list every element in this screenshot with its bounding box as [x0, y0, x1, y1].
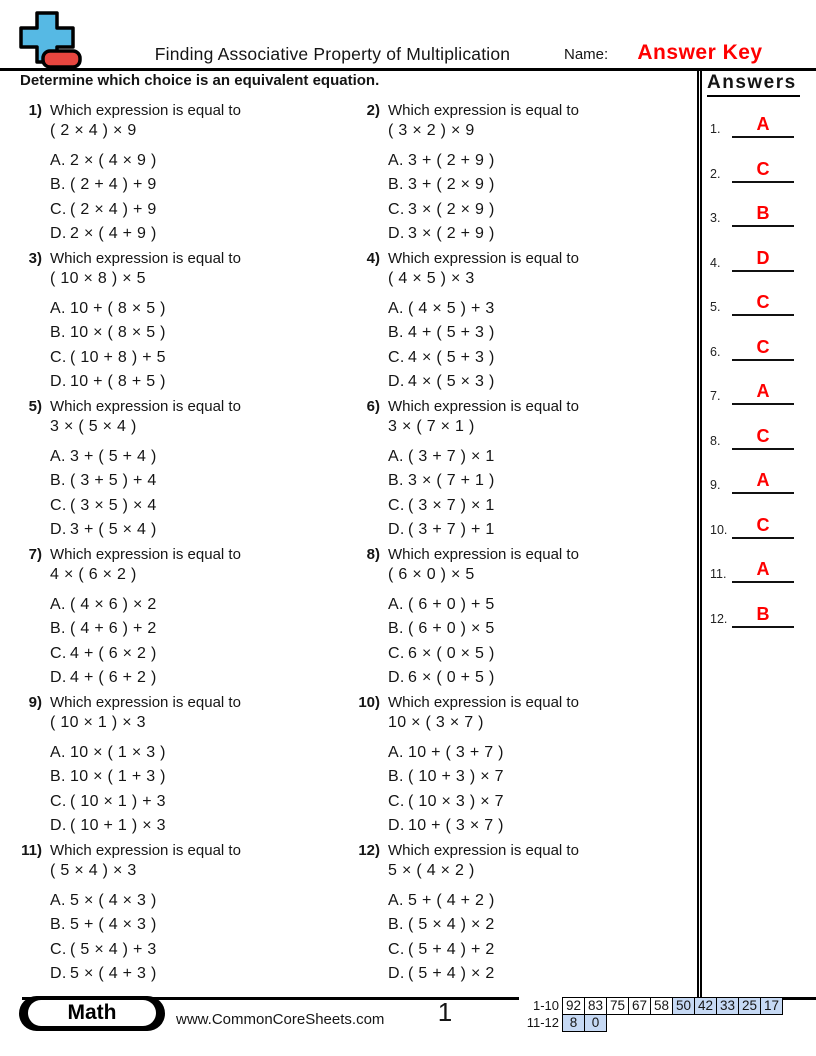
answers-panel: [697, 70, 816, 998]
choice-label: D.: [50, 372, 67, 390]
question-prompt: Which expression is equal to: [50, 842, 241, 859]
choice-label: C.: [388, 644, 405, 662]
choice-row: [50, 346, 358, 370]
score-cell: 67: [628, 997, 651, 1015]
question-number: 2): [366, 102, 380, 119]
question-expression: 3 × ( 7 × 1 ): [388, 418, 475, 435]
choice-text: 3 + ( 2 × 9 ): [408, 176, 495, 194]
question-expression: 5 × ( 4 × 2 ): [388, 862, 475, 879]
question-body: [50, 694, 358, 842]
choice-label: A.: [388, 892, 404, 909]
choice-label: B.: [50, 472, 66, 490]
choice-row: [388, 370, 696, 394]
choice-label: C.: [388, 792, 405, 810]
answer-item: [702, 600, 816, 645]
answer-item: [702, 511, 816, 556]
answer-letter: D: [756, 247, 770, 268]
choice-row: [50, 790, 358, 814]
choice-text: ( 3 × 7 ) × 1: [408, 496, 495, 514]
choice-list: [388, 889, 696, 986]
score-cell: 83: [584, 997, 607, 1015]
answer-number: 3.: [710, 211, 721, 226]
answer-blank-line: [732, 626, 794, 628]
choice-label: A.: [388, 152, 404, 169]
questions-grid: [20, 102, 696, 990]
choice-row: [50, 765, 358, 789]
choice-label: A.: [50, 300, 66, 317]
answer-number: 10.: [710, 522, 728, 537]
question-number: 10): [358, 694, 380, 711]
question-body: [50, 398, 358, 546]
question-expression: 3 × ( 5 × 4 ): [50, 418, 137, 435]
question: [20, 398, 358, 546]
answer-number: 5.: [710, 300, 721, 315]
choice-list: [50, 593, 358, 690]
choice-text: 6 × ( 0 × 5 ): [408, 644, 495, 662]
choice-text: ( 2 + 4 ) + 9: [70, 176, 157, 194]
choice-list: [388, 149, 696, 246]
choice-text: 3 + ( 5 × 4 ): [70, 520, 157, 538]
choice-label: D.: [388, 372, 405, 390]
choice-text: 10 + ( 8 + 5 ): [70, 372, 166, 390]
choice-text: 5 × ( 4 + 3 ): [70, 964, 157, 982]
question-number: 5): [28, 398, 42, 415]
question-prompt: Which expression is equal to: [50, 102, 241, 119]
choice-text: ( 6 + 0 ) × 5: [408, 620, 495, 638]
choice-row: [50, 938, 358, 962]
question-expression: ( 5 × 4 ) × 3: [50, 862, 137, 879]
question-body: [50, 546, 358, 694]
choice-label: C.: [50, 792, 67, 810]
choice-text: ( 10 × 3 ) × 7: [408, 792, 504, 810]
choice-label: B.: [50, 916, 66, 934]
question-prompt: Which expression is equal to: [388, 398, 579, 415]
answer-key-value: Answer Key: [637, 41, 763, 64]
choice-row: [388, 445, 696, 469]
choice-list: [50, 889, 358, 986]
question: [358, 102, 696, 250]
question: [20, 842, 358, 990]
choice-row: [388, 297, 696, 321]
answer-blank-line: [732, 492, 794, 494]
choice-label: B.: [388, 472, 404, 490]
answer-letter: A: [756, 559, 770, 580]
choice-label: A.: [388, 596, 404, 613]
choice-text: 10 × ( 8 × 5 ): [70, 324, 166, 342]
choice-text: ( 5 × 4 ) × 2: [408, 916, 495, 934]
choice-label: D.: [50, 668, 67, 686]
question-expression: 10 × ( 3 × 7 ): [388, 714, 484, 731]
answer-letter: C: [756, 336, 770, 357]
choice-list: [50, 741, 358, 838]
answer-blank-line: [732, 359, 794, 361]
choice-row: [388, 962, 696, 986]
question-expression: ( 6 × 0 ) × 5: [388, 566, 475, 583]
answer-blank-line: [732, 403, 794, 405]
question-body: [388, 250, 696, 398]
choice-text: 4 + ( 6 × 2 ): [70, 644, 157, 662]
choice-list: [50, 297, 358, 394]
choice-row: [388, 938, 696, 962]
choice-text: ( 10 + 8 ) + 5: [70, 348, 166, 366]
score-row: [519, 1014, 783, 1032]
choice-label: A.: [388, 300, 404, 317]
choice-text: ( 10 × 1 ) + 3: [70, 792, 166, 810]
subject-badge-label: Math: [28, 1000, 156, 1026]
answer-item: [702, 555, 816, 600]
choice-text: 5 + ( 4 × 3 ): [70, 916, 157, 934]
choice-text: 3 + ( 5 + 4 ): [70, 448, 157, 465]
question-prompt: Which expression is equal to: [50, 250, 241, 267]
question-number: 7): [28, 546, 42, 563]
question-prompt: Which expression is equal to: [50, 398, 241, 415]
choice-label: B.: [388, 916, 404, 934]
instruction-text: Determine which choice is an equivalent equation.: [20, 72, 380, 89]
choice-label: B.: [50, 176, 66, 194]
choice-text: ( 3 × 5 ) × 4: [70, 496, 157, 514]
choice-text: 5 × ( 4 × 3 ): [70, 892, 157, 909]
choice-row: [388, 814, 696, 838]
choice-row: [388, 494, 696, 518]
answer-item: [702, 155, 816, 200]
answer-letter: C: [756, 158, 770, 179]
choice-row: [388, 593, 696, 617]
choice-text: ( 6 + 0 ) + 5: [408, 596, 495, 613]
question: [20, 102, 358, 250]
score-row-label: 11-12: [519, 1014, 563, 1032]
choice-text: ( 4 × 5 ) + 3: [408, 300, 495, 317]
choice-label: D.: [388, 964, 405, 982]
choice-label: B.: [388, 176, 404, 194]
choice-text: 10 + ( 8 × 5 ): [70, 300, 166, 317]
choice-row: [388, 617, 696, 641]
choice-label: C.: [388, 496, 405, 514]
answer-number: 6.: [710, 344, 721, 359]
choice-row: [50, 741, 358, 765]
choice-row: [388, 889, 696, 913]
choice-label: B.: [388, 324, 404, 342]
score-cell: 17: [760, 997, 783, 1015]
question: [358, 250, 696, 398]
subject-badge: [19, 996, 165, 1031]
question-body: [50, 102, 358, 250]
answer-letter: B: [756, 203, 770, 224]
page-title: Finding Associative Property of Multiplication: [154, 44, 511, 64]
question-prompt: Which expression is equal to: [388, 842, 579, 859]
question-expression: 4 × ( 6 × 2 ): [50, 566, 137, 583]
choice-row: [50, 149, 358, 173]
choice-label: A.: [50, 448, 66, 465]
score-cell: 50: [672, 997, 695, 1015]
choice-text: ( 2 × 4 ) + 9: [70, 200, 157, 218]
choice-text: ( 3 + 7 ) × 1: [408, 448, 495, 465]
choice-text: 10 + ( 3 + 7 ): [408, 744, 504, 761]
choice-label: C.: [50, 940, 67, 958]
answer-number: 1.: [710, 122, 721, 136]
choice-text: ( 3 + 5 ) + 4: [70, 472, 157, 490]
choice-row: [388, 346, 696, 370]
choice-row: [50, 962, 358, 986]
question-expression: ( 3 × 2 ) × 9: [388, 122, 475, 139]
choice-list: [388, 297, 696, 394]
choice-label: C.: [50, 200, 67, 218]
choice-row: [50, 297, 358, 321]
choice-text: ( 5 + 4 ) + 2: [408, 940, 495, 958]
answer-item: [702, 199, 816, 244]
answer-letter: C: [756, 425, 770, 446]
choice-row: [388, 469, 696, 493]
choice-label: D.: [388, 520, 405, 538]
score-table: [519, 997, 783, 1032]
choice-list: [388, 593, 696, 690]
choice-row: [50, 222, 358, 246]
choice-text: 4 + ( 6 + 2 ): [70, 668, 157, 686]
question-number: 9): [28, 694, 42, 711]
choice-row: [50, 814, 358, 838]
choice-list: [388, 741, 696, 838]
answer-letter: A: [756, 470, 770, 491]
answer-blank-line: [732, 448, 794, 450]
answers-panel-title: Answers: [707, 72, 800, 97]
choice-text: 3 + ( 2 + 9 ): [408, 152, 495, 169]
answer-item: [702, 244, 816, 289]
choice-row: [50, 666, 358, 690]
choice-row: [50, 173, 358, 197]
question-number: 6): [366, 398, 380, 415]
score-cell: 75: [606, 997, 629, 1015]
question-number: 11): [21, 842, 42, 859]
choice-label: C.: [50, 496, 67, 514]
question-number: 4): [366, 250, 380, 267]
score-cell: 0: [584, 1014, 607, 1032]
choice-label: C.: [388, 940, 405, 958]
answer-item: [702, 333, 816, 378]
score-cell: 8: [562, 1014, 585, 1032]
choice-row: [388, 642, 696, 666]
choice-label: D.: [50, 964, 67, 982]
choice-label: C.: [50, 644, 67, 662]
plus-minus-logo-icon: [12, 10, 82, 70]
answer-number: 8.: [710, 433, 721, 448]
choice-text: ( 3 + 7 ) + 1: [408, 520, 495, 538]
score-cell: 92: [562, 997, 585, 1015]
answer-letter: A: [756, 114, 770, 134]
answer-blank-line: [732, 581, 794, 583]
question-prompt: Which expression is equal to: [388, 250, 579, 267]
choice-list: [388, 445, 696, 542]
question: [358, 546, 696, 694]
question-body: [50, 250, 358, 398]
question-prompt: Which expression is equal to: [50, 694, 241, 711]
score-cell: 33: [716, 997, 739, 1015]
choice-row: [50, 198, 358, 222]
choice-row: [388, 149, 696, 173]
question-expression: ( 10 × 1 ) × 3: [50, 714, 146, 731]
answer-number: 7.: [710, 389, 721, 404]
choice-text: ( 4 × 6 ) × 2: [70, 596, 157, 613]
question-body: [388, 546, 696, 694]
answer-letter: C: [756, 292, 770, 313]
question-number: 12): [358, 842, 380, 859]
choice-text: ( 5 × 4 ) + 3: [70, 940, 157, 958]
answer-item: [702, 288, 816, 333]
choice-row: [50, 445, 358, 469]
score-row-label: 1-10: [519, 997, 563, 1015]
choice-list: [50, 149, 358, 246]
question: [20, 694, 358, 842]
choice-label: B.: [50, 324, 66, 342]
page-number: 1: [437, 997, 453, 1027]
question-prompt: Which expression is equal to: [388, 694, 579, 711]
choice-text: 3 × ( 7 + 1 ): [408, 472, 495, 490]
score-row: [519, 997, 783, 1015]
choice-label: D.: [50, 224, 67, 242]
choice-row: [50, 518, 358, 542]
answer-blank-line: [732, 225, 794, 227]
choice-label: D.: [50, 520, 67, 538]
choice-label: A.: [388, 744, 404, 761]
answer-number: 9.: [710, 478, 721, 493]
choice-row: [50, 593, 358, 617]
choice-text: 5 + ( 4 + 2 ): [408, 892, 495, 909]
question: [358, 694, 696, 842]
choice-row: [388, 321, 696, 345]
choice-row: [388, 198, 696, 222]
choice-text: 2 × ( 4 × 9 ): [70, 152, 157, 169]
question-number: 3): [28, 250, 42, 267]
answer-item: [702, 422, 816, 467]
answer-blank-line: [732, 136, 794, 138]
choice-row: [50, 494, 358, 518]
choice-label: A.: [50, 892, 66, 909]
choice-label: D.: [388, 224, 405, 242]
answer-number: 4.: [710, 255, 721, 270]
choice-row: [388, 666, 696, 690]
choice-text: 10 + ( 3 × 7 ): [408, 816, 504, 834]
choice-text: ( 4 + 6 ) + 2: [70, 620, 157, 638]
choice-row: [388, 765, 696, 789]
question-body: [50, 842, 358, 990]
choice-text: 2 × ( 4 + 9 ): [70, 224, 157, 242]
choice-text: 6 × ( 0 + 5 ): [408, 668, 495, 686]
question: [358, 842, 696, 990]
answer-letter: A: [756, 381, 770, 402]
choice-label: D.: [388, 668, 405, 686]
answer-blank-line: [732, 181, 794, 183]
choice-label: A.: [50, 744, 66, 761]
choice-row: [50, 889, 358, 913]
score-cell: 58: [650, 997, 673, 1015]
choice-row: [50, 469, 358, 493]
question: [20, 546, 358, 694]
choice-text: ( 10 + 3 ) × 7: [408, 768, 504, 786]
answer-letter: C: [756, 514, 770, 535]
choice-row: [50, 617, 358, 641]
question-expression: ( 2 × 4 ) × 9: [50, 122, 137, 139]
score-cell: 25: [738, 997, 761, 1015]
question-body: [388, 398, 696, 546]
choice-label: C.: [388, 348, 405, 366]
choice-text: 4 × ( 5 + 3 ): [408, 348, 495, 366]
question-body: [388, 842, 696, 990]
question-expression: ( 10 × 8 ) × 5: [50, 270, 146, 287]
answer-number: 11.: [710, 567, 727, 582]
question-prompt: Which expression is equal to: [388, 102, 579, 119]
question-body: [388, 694, 696, 842]
choice-row: [388, 173, 696, 197]
choice-label: C.: [388, 200, 405, 218]
answer-letter: B: [756, 604, 770, 625]
question-number: 8): [366, 546, 380, 563]
choice-text: 4 + ( 5 + 3 ): [408, 324, 495, 342]
choice-label: D.: [50, 816, 67, 834]
choice-row: [388, 790, 696, 814]
choice-label: A.: [50, 596, 66, 613]
answers-list: [702, 110, 816, 645]
answer-blank-line: [732, 314, 794, 316]
score-cell: 42: [694, 997, 717, 1015]
choice-row: [388, 518, 696, 542]
answer-item: [702, 377, 816, 422]
choice-text: 3 × ( 2 + 9 ): [408, 224, 495, 242]
choice-text: ( 10 + 1 ) × 3: [70, 816, 166, 834]
choice-text: 3 × ( 2 × 9 ): [408, 200, 495, 218]
header-divider: [0, 68, 816, 71]
question-number: 1): [28, 102, 42, 119]
choice-row: [388, 741, 696, 765]
question-expression: ( 4 × 5 ) × 3: [388, 270, 475, 287]
choice-row: [388, 913, 696, 937]
question-prompt: Which expression is equal to: [50, 546, 241, 563]
choice-row: [50, 642, 358, 666]
answer-blank-line: [732, 270, 794, 272]
question-body: [388, 102, 696, 250]
name-label: Name:: [564, 46, 609, 63]
choice-label: C.: [50, 348, 67, 366]
question: [358, 398, 696, 546]
choice-label: B.: [50, 768, 66, 786]
choice-text: 10 × ( 1 + 3 ): [70, 768, 166, 786]
answer-blank-line: [732, 537, 794, 539]
choice-text: 10 × ( 1 × 3 ): [70, 744, 166, 761]
choice-row: [50, 370, 358, 394]
choice-label: B.: [50, 620, 66, 638]
choice-label: B.: [388, 768, 404, 786]
question-prompt: Which expression is equal to: [388, 546, 579, 563]
choice-label: B.: [388, 620, 404, 638]
choice-row: [50, 321, 358, 345]
choice-row: [50, 913, 358, 937]
choice-text: ( 5 + 4 ) × 2: [408, 964, 495, 982]
choice-label: A.: [50, 152, 66, 169]
answer-number: 2.: [710, 166, 721, 181]
choice-label: D.: [388, 816, 405, 834]
website-text: www.CommonCoreSheets.com: [176, 1011, 385, 1028]
choice-label: A.: [388, 448, 404, 465]
choice-text: 4 × ( 5 × 3 ): [408, 372, 495, 390]
answer-item: [702, 466, 816, 511]
choice-list: [50, 445, 358, 542]
answer-item: [702, 110, 816, 155]
answer-number: 12.: [710, 612, 728, 627]
question: [20, 250, 358, 398]
choice-row: [388, 222, 696, 246]
